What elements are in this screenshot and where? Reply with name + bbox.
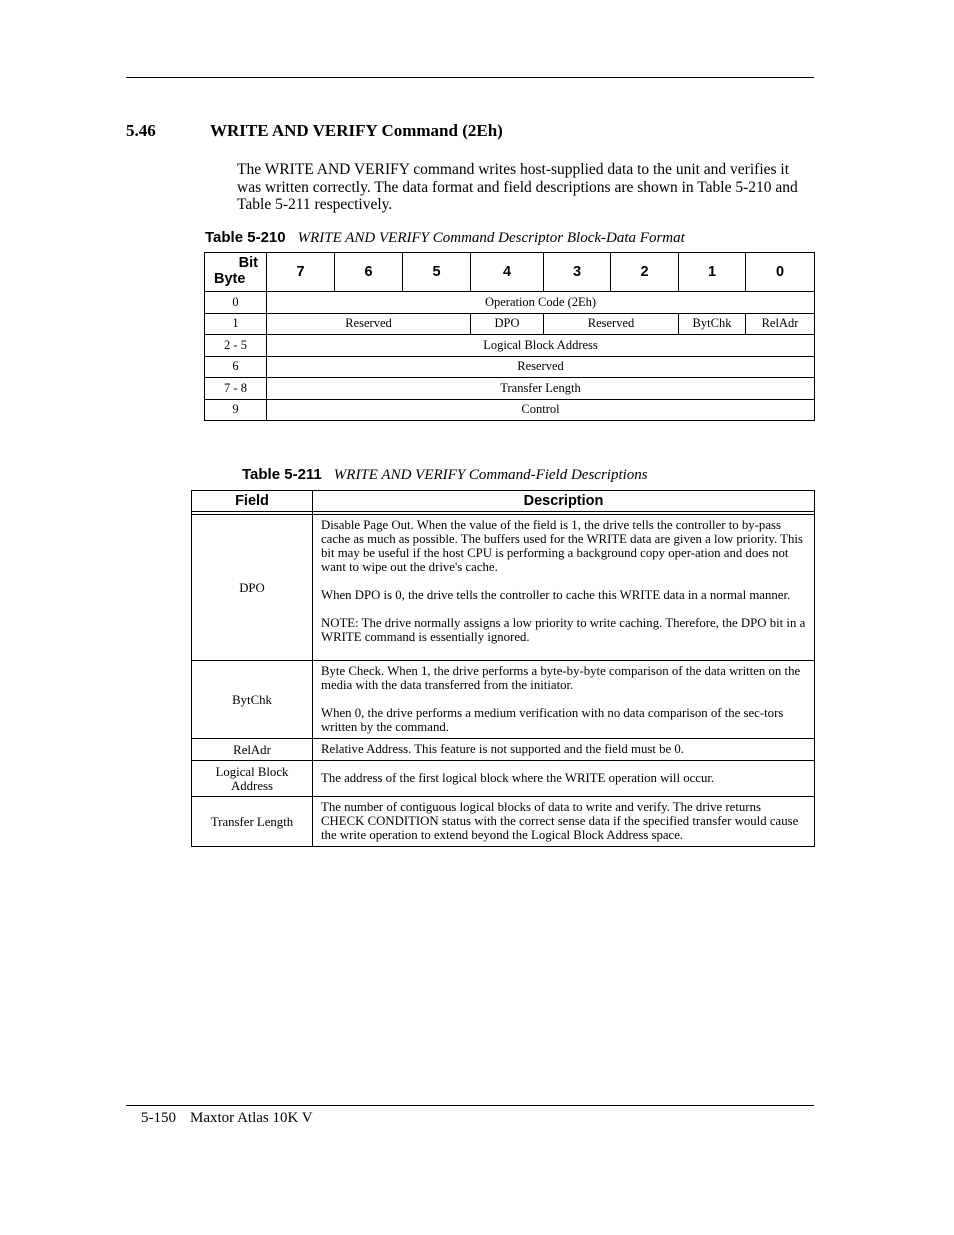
value-cell: Reserved	[267, 356, 815, 378]
table-row	[192, 739, 815, 761]
field-cell: BytChk	[192, 661, 313, 739]
product-name: Maxtor Atlas 10K V	[190, 1110, 313, 1126]
table-header-row	[192, 491, 815, 512]
bit-2-header: 2	[611, 253, 679, 292]
cdb-format-table	[204, 252, 815, 421]
table-row	[205, 313, 815, 335]
section-number: 5.46	[126, 121, 156, 140]
table-row	[192, 761, 815, 797]
description-cell	[313, 661, 815, 739]
description-cell	[313, 761, 815, 797]
byte-cell: 1	[205, 313, 267, 335]
table-5-210-caption	[205, 229, 685, 247]
description-header: Description	[313, 491, 815, 512]
byte-cell: 7 - 8	[205, 378, 267, 400]
table-header-row	[205, 253, 815, 292]
value-cell: Operation Code (2Eh)	[267, 292, 815, 314]
bit-3-header: 3	[544, 253, 611, 292]
reserved-cell: Reserved	[267, 313, 471, 335]
bit-5-header: 5	[403, 253, 471, 292]
field-line: Logical Block	[215, 764, 289, 779]
bit-byte-header	[205, 253, 267, 292]
field-cell	[192, 761, 313, 797]
footer-rule	[126, 1105, 814, 1106]
bit-0-header: 0	[746, 253, 815, 292]
description-paragraph: Byte Check. When 1, the drive performs a byte-by-byte comparison of the data written on the media with the data transferred from the initiator.	[321, 664, 801, 692]
description-paragraph: Relative Address. This feature is not supported and the field must be 0.	[321, 742, 684, 756]
table-row	[205, 378, 815, 400]
field-descriptions-table	[191, 490, 815, 847]
description-cell	[313, 739, 815, 761]
table-row	[192, 661, 815, 739]
field-cell: Transfer Length	[192, 797, 313, 847]
reserved-cell: Reserved	[544, 313, 679, 335]
description-paragraph: Disable Page Out. When the value of the field is 1, the drive tells the controller to by-pass cache as much as possible. The buffers used for the WRITE data are given a low priority. This bit may be useful if the host CPU is performing a background copy oper-ation and does not want to wipe out the drive's cache.	[321, 518, 803, 574]
description-paragraph: The address of the first logical block where the WRITE operation will occur.	[321, 771, 715, 785]
section-heading	[126, 121, 503, 141]
caption-title: WRITE AND VERIFY Command-Field Descriptions	[333, 467, 648, 483]
table-row	[205, 356, 815, 378]
bit-4-header: 4	[471, 253, 544, 292]
value-cell: Transfer Length	[267, 378, 815, 400]
bit-7-header: 7	[267, 253, 335, 292]
description-paragraph: When DPO is 0, the drive tells the controller to cache this WRITE data in a normal manner.	[321, 588, 791, 602]
byte-cell: 6	[205, 356, 267, 378]
description-cell	[313, 797, 815, 847]
bytchk-cell: BytChk	[679, 313, 746, 335]
table-5-211-caption	[242, 466, 648, 484]
caption-title: WRITE AND VERIFY Command Descriptor Block-Data Format	[297, 230, 685, 246]
description-cell	[313, 515, 815, 661]
value-cell: Control	[267, 399, 815, 421]
field-header: Field	[192, 491, 313, 512]
bit-6-header: 6	[335, 253, 403, 292]
bit-label: Bit	[238, 255, 258, 271]
field-cell: RelAdr	[192, 739, 313, 761]
table-row	[205, 399, 815, 421]
reladr-cell: RelAdr	[746, 313, 815, 335]
table-row	[192, 515, 815, 661]
byte-cell: 9	[205, 399, 267, 421]
dpo-cell: DPO	[471, 313, 544, 335]
section-title: WRITE AND VERIFY Command (2Eh)	[210, 121, 503, 140]
byte-cell: 2 - 5	[205, 335, 267, 357]
table-row	[192, 797, 815, 847]
bit-1-header: 1	[679, 253, 746, 292]
caption-label: Table 5-211	[242, 466, 322, 483]
description-paragraph: The number of contiguous logical blocks of data to write and verify. The drive returns CHECK CONDITION status with the correct sense data if the specified transfer would cause the write operation to extend beyond the Logical Block Address space.	[321, 800, 799, 842]
byte-label: Byte	[214, 271, 246, 287]
caption-label: Table 5-210	[205, 229, 286, 246]
value-cell: Logical Block Address	[267, 335, 815, 357]
description-paragraph: When 0, the drive performs a medium verification with no data comparison of the sec-tors written by the command.	[321, 706, 784, 734]
table-row	[205, 335, 815, 357]
table-row	[205, 292, 815, 314]
page-footer	[141, 1110, 313, 1127]
field-line: Address	[231, 778, 273, 793]
page-number: 5-150	[141, 1110, 176, 1126]
byte-cell: 0	[205, 292, 267, 314]
field-cell: DPO	[192, 515, 313, 661]
description-paragraph: NOTE: The drive normally assigns a low priority to write caching. Therefore, the DPO bit in a WRITE command is essentially ignored.	[321, 616, 806, 644]
header-rule	[126, 77, 814, 78]
intro-paragraph: The WRITE AND VERIFY command writes host-supplied data to the unit and verifies it was written correctly. The data format and field descriptions are shown in Table 5-210 and Table 5-211 respectively.	[237, 161, 798, 213]
